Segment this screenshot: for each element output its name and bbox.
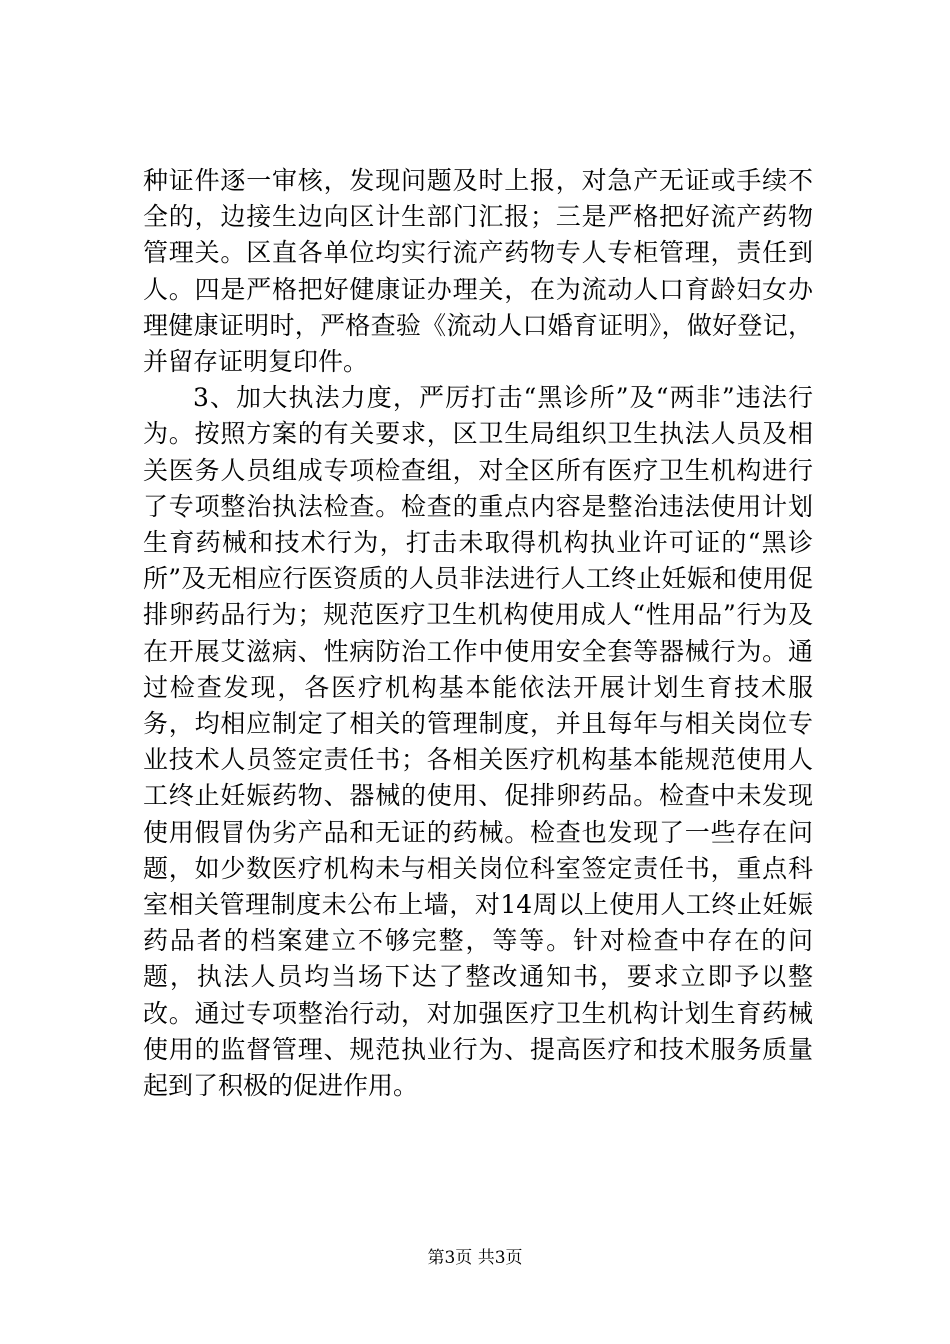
page-footer: 第3页 共3页 <box>427 1248 523 1268</box>
document-body <box>143 163 813 1104</box>
paragraph-continuation: 种证件逐一审核，发现问题及时上报，对急产无证或手续不全的，边接生边向区计生部门汇报；三是严格把好流产药物管理关。区直各单位均实行流产药物专人专柜管理，责任到人。四是严格把好健康证办理关，在为流动人口育龄妇女办理健康证明时，严格查验《流动人口婚育证明》，做好登记，并留存证明复印件。 <box>143 166 813 377</box>
paragraph-enforcement: 3、加大执法力度，严厉打击“黑诊所”及“两非”违法行为。按照方案的有关要求，区卫生局组织卫生执法人员及相关医务人员组成专项检查组，对全区所有医疗卫生机构进行了专项整治执法检查。检查的重点内容是整治违法使用计划生育药械和技术行为，打击未取得机构执业许可证的“黑诊所”及无相应行医资质的人员非法进行人工终止妊娠和使用促排卵药品行为；规范医疗卫生机构使用成人“性用品”行为及在开展艾滋病、性病防治工作中使用安全套等器械行为。通过检查发现，各医疗机构基本能依法开展计划生育技术服务，均相应制定了相关的管理制度，并且每年与相关岗位专业技术人员签定责任书；各相关医疗机构基本能规范使用人工终止妊娠药物、器械的使用、促排卵药品。检查中未发现使用假冒伪劣产品和无证的药械。检查也发现了一些存在问题，如少数医疗机构未与相关岗位科室签定责任书，重点科室相关管理制度未公布上墙，对14周以上使用人工终止妊娠药品者的档案建立不够完整，等等。针对检查中存在的问题，执法人员均当场下达了整改通知书，要求立即予以整改。通过专项整治行动，对加强医疗卫生机构计划生育药械使用的监督管理、规范执业行为、提高医疗和技术服务质量起到了积极的促进作用。 <box>143 383 813 1101</box>
